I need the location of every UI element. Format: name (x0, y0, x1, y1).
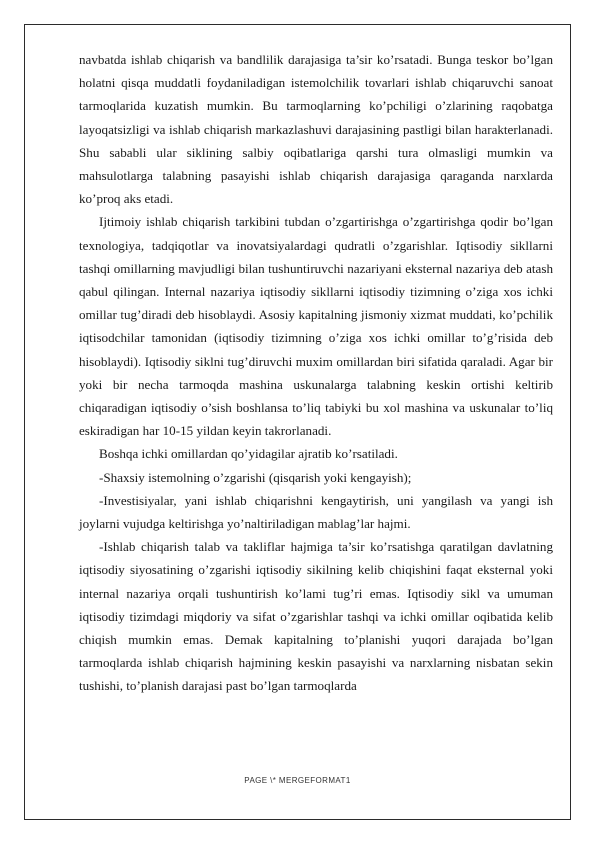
paragraph-3: Boshqa ichki omillardan qo’yidagilar ajratib ko’rsatiladi. (99, 446, 398, 462)
paragraph-2: Ijtimoiy ishlab chiqarish tarkibini tubdan o’zgartirishga o’zgartirishga qodir bo’lgan texnologiya, tadqiqotlar va inovatsiyalardagi qudratli o’zgarishlar. Iqtisodiy sikllarni tashqi omillarning mavjudligi bilan tushuntiruvchi nazariyani eksternal nazariya deb atash qabul qilingan. Internal nazariya iqtisodiy sikllarni iqtisodiy tizimning o’ziga xos ichki omillar tug’diradi deb hisoblaydi. Asosiy kapitalning jismoniy xizmat muddati, ko’pchilik iqtisodchilar tamonidan (iqtisodiy tizimning o’ziga xos ichki omillar to’g’risida deb hisoblaydi). Iqtisodiy siklni tug’diruvchi muxim omillardan biri sifatida qaraladi. Agar bir yoki bir necha tarmoqda mashina uskunalarga talabning keskin ortishi keltirib chiqaradigan iqtisodiy o’sish boshlansa to’liq tabiyki bu xol mashina va uskunalar to’liq eskiradigan har 10-15 yildan keyin takrorlanadi. (79, 214, 553, 439)
list-item-personal-consumption: -Shaxsiy istemolning o’zgarishi (qisqarish yoki kengayish); (99, 469, 412, 485)
document-body (79, 48, 553, 698)
list-item-state-policy: -Ishlab chiqarish talab va takliflar hajmiga ta’sir ko’rsatishga qaratilgan davlatning iqtisodiy siyosatining o’zgarishi iqtisodiy sikilning kelib chiqishini faqat eksternal yoki internal nazariya orqali tushuntirish ko’lami tug’ri emas. Iqtisodiy sikl va umuman iqtisodiy tizimdagi miqdoriy va sifat o’zgarishlar tashqi va ichki omillar oqibatida kelib chiqish mumkin emas. Demak kapitalning to’planishi yuqori darajada bo’lgan tarmoqlarda ishlab chiqarish hajmining keskin pasayishi va narxlarning nisbatan sekin tushishi, to’planish darajasi past bo’lgan tarmoqlarda (79, 539, 553, 694)
list-item-investments: -Investisiyalar, yani ishlab chiqarishni kengaytirish, uni yangilash va yangi ish joylarni vujudga keltirishga yo’naltiriladigan mablag’lar hajmi. (79, 492, 553, 532)
page-footer-field: PAGE \* MERGEFORMAT1 (244, 776, 351, 785)
paragraph-1: navbatda ishlab chiqarish va bandlilik darajasiga ta’sir ko’rsatadi. Bunga teskor bo’lgan holatni qisqa muddatli foydaniladigan istemolchilik tovarlari ishlab chiqaruvchi sanoat tarmoqlarida kuzatish mumkin. Bu tarmoqlarning ko’pchiligi o’zlarining raqobatga layoqatsizligi va ishlab chiqarish markazlashuvi darajasining pastligi bilan harakterlanadi. Shu sababli ular siklining salbiy oqibatlariga qarshi tura olmasligi mumkin va mahsulotlarga talabning pasayishi ishlab chiqarish darajasiga qaraganda narxlarda ko’proq aks etadi. (79, 52, 553, 207)
